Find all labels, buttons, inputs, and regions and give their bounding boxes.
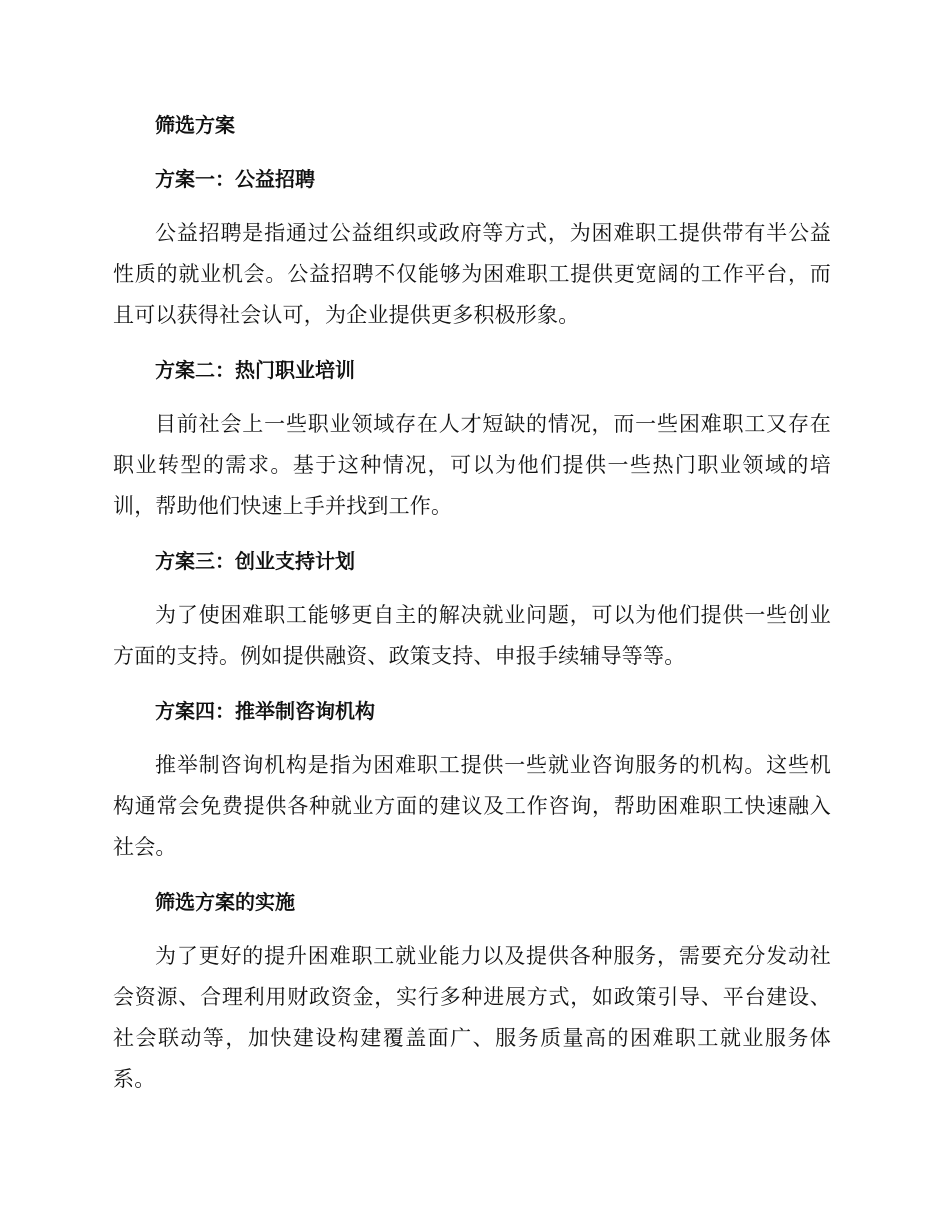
section-heading: 方案二：热门职业培训	[155, 358, 355, 382]
section-heading: 方案三：创业支持计划	[155, 549, 355, 573]
section-heading: 方案一：公益招聘	[155, 167, 315, 191]
document-body	[113, 105, 831, 1114]
section-paragraph: 为了使困难职工能够更自主的解决就业问题，可以为他们提供一些创业方面的支持。例如提供融资、政策支持、申报手续辅导等等。	[113, 603, 831, 668]
section-heading: 筛选方案	[155, 113, 235, 137]
section-paragraph: 目前社会上一些职业领域存在人才短缺的情况，而一些困难职工又存在职业转型的需求。基于这种情况，可以为他们提供一些热门职业领域的培训，帮助他们快速上手并找到工作。	[113, 412, 831, 518]
section-heading: 筛选方案的实施	[155, 890, 295, 914]
section-paragraph: 为了更好的提升困难职工就业能力以及提供各种服务，需要充分发动社会资源、合理利用财政资金，实行多种进展方式，如政策引导、平台建设、社会联动等，加快建设构建覆盖面广、服务质量高的困难职工就业服务体系。	[113, 944, 831, 1091]
section-paragraph: 推举制咨询机构是指为困难职工提供一些就业咨询服务的机构。这些机构通常会免费提供各种就业方面的建议及工作咨询，帮助困难职工快速融入社会。	[113, 753, 831, 859]
section-paragraph: 公益招聘是指通过公益组织或政府等方式，为困难职工提供带有半公益性质的就业机会。公益招聘不仅能够为困难职工提供更宽阔的工作平台，而且可以获得社会认可，为企业提供更多积极形象。	[113, 221, 831, 327]
section-heading: 方案四：推举制咨询机构	[155, 699, 375, 723]
